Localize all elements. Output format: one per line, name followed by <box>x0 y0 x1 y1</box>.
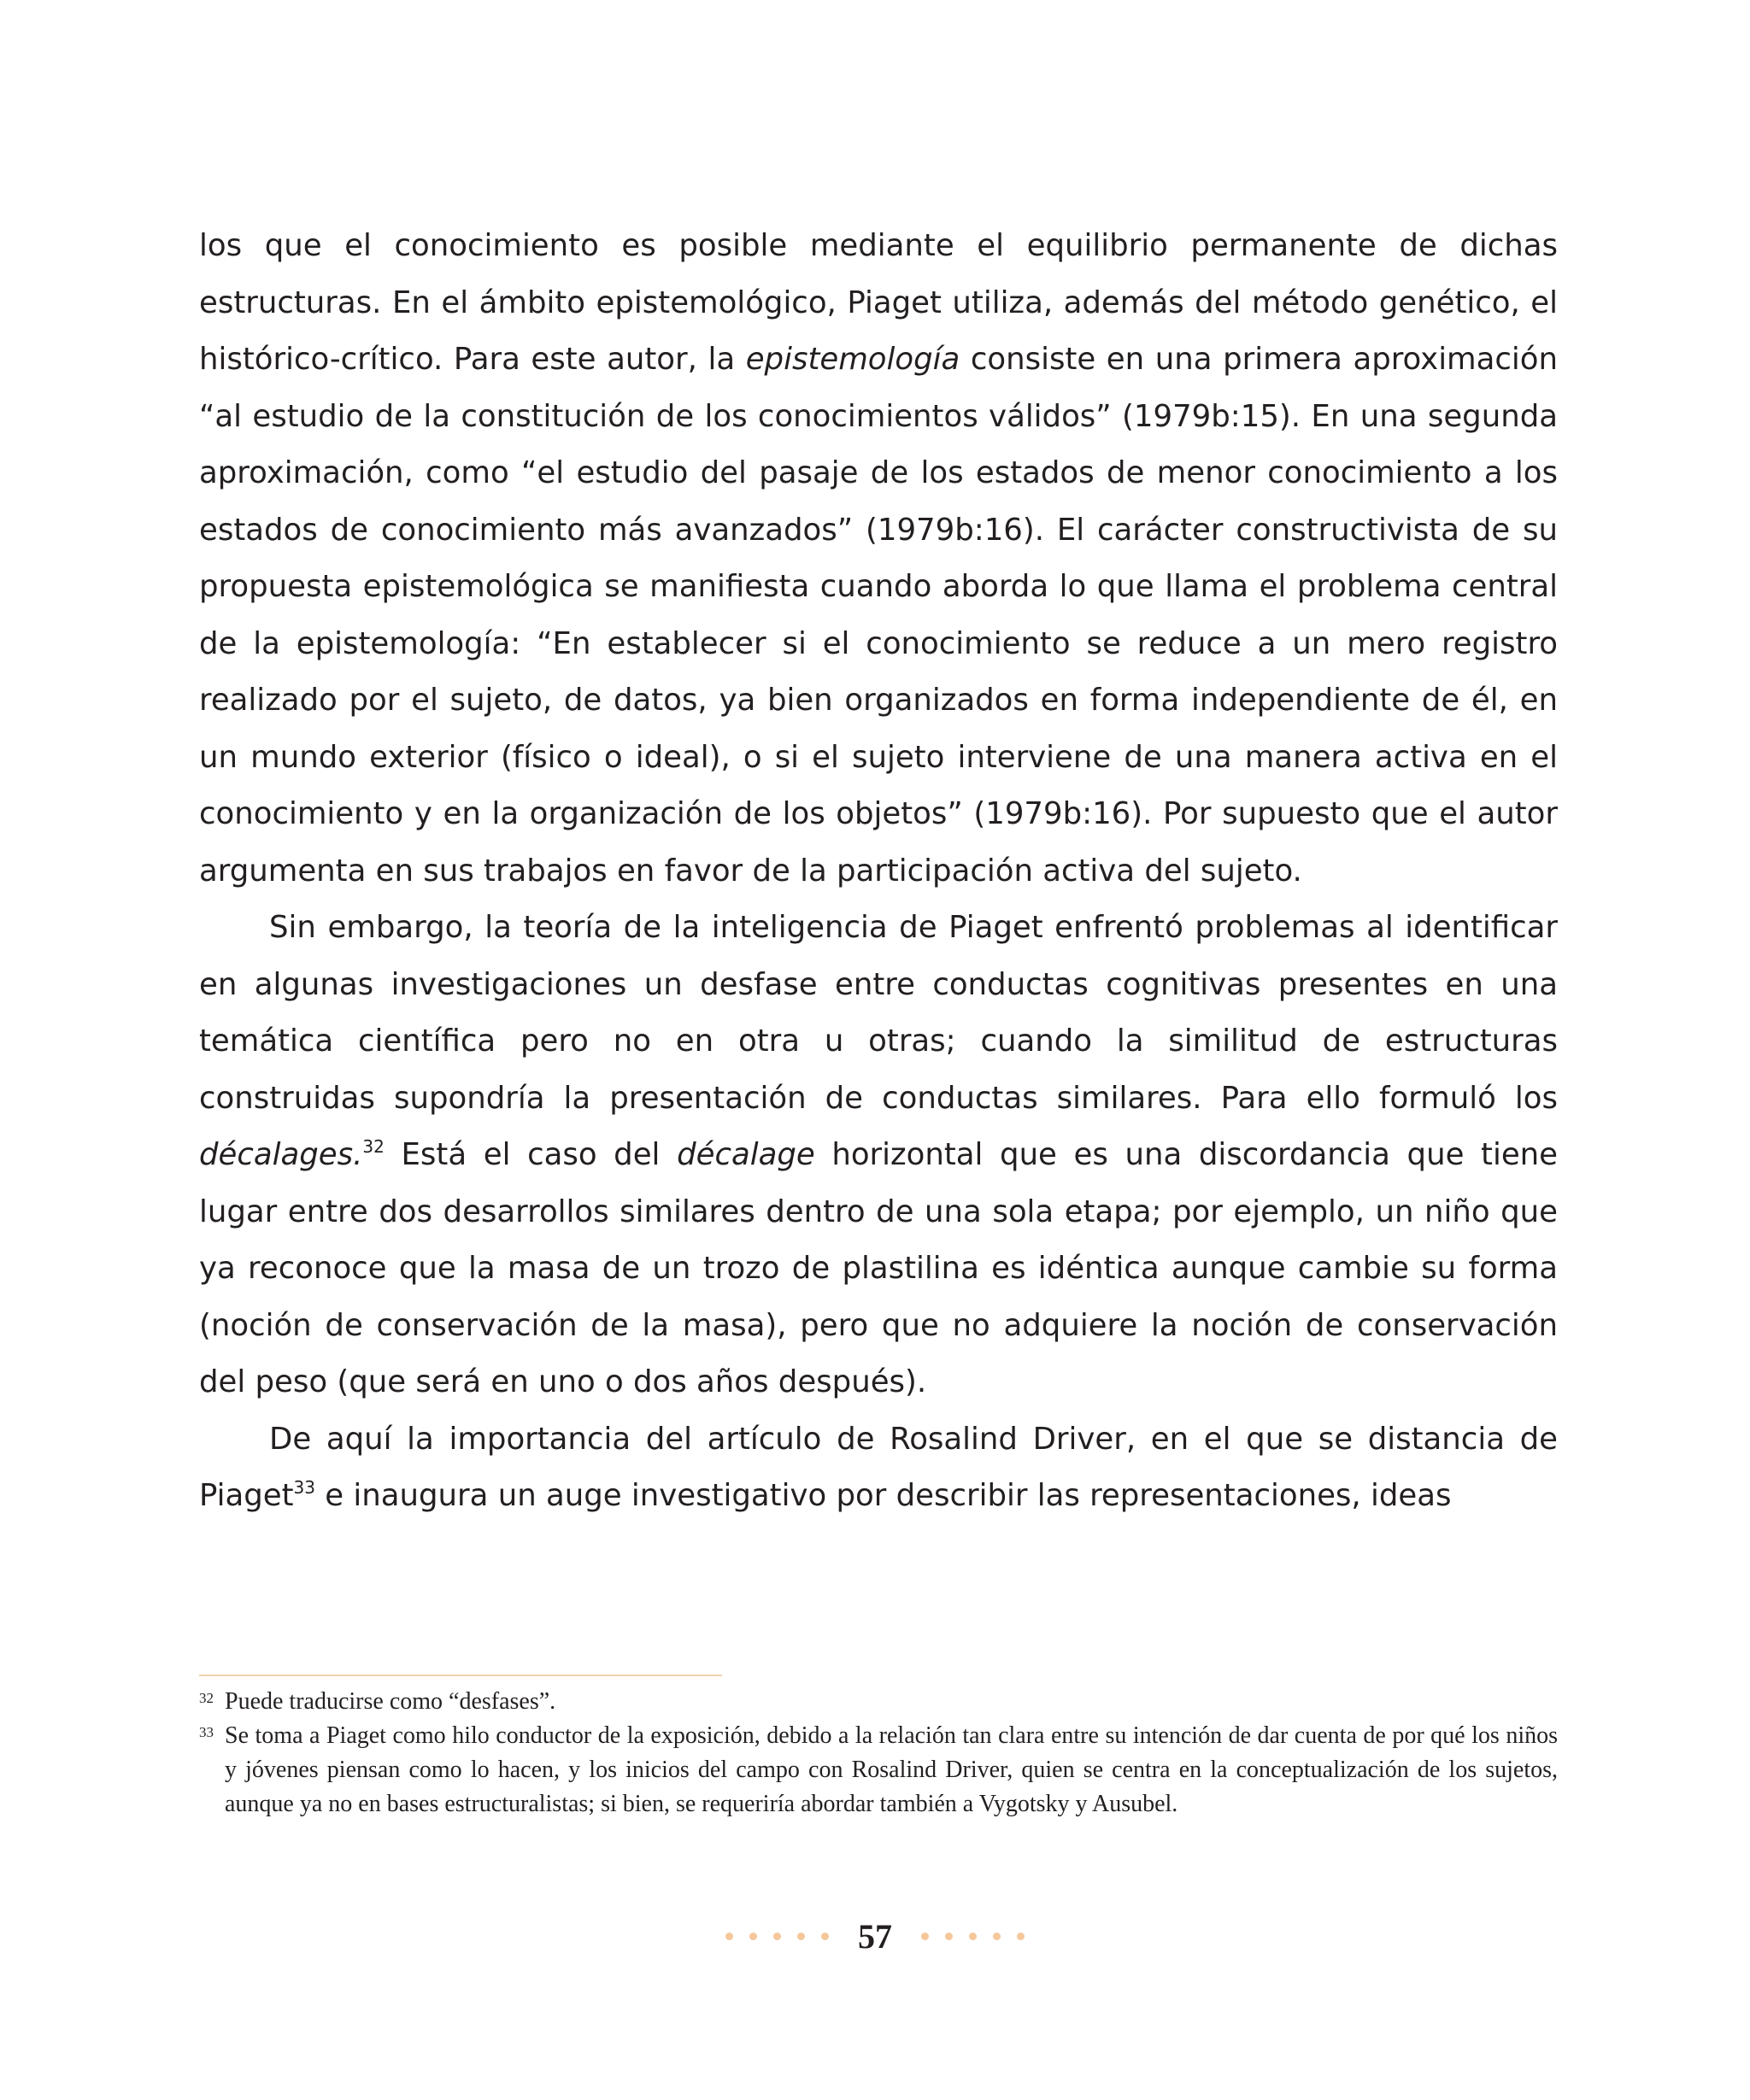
footnotes <box>199 1685 1558 1821</box>
paragraph-2-text-b: Está el caso del <box>384 1137 678 1172</box>
paragraph-3 <box>199 1411 1558 1525</box>
page-number: 57 <box>858 1916 892 1956</box>
paragraph-1 <box>199 218 1558 900</box>
dot-ornament <box>725 1933 733 1940</box>
left-dots-ornament <box>725 1933 829 1940</box>
footnote-ref-32[interactable]: 32 <box>362 1136 385 1157</box>
dot-ornament <box>969 1933 977 1940</box>
paragraph-2 <box>199 900 1558 1411</box>
footnote-ref-33[interactable]: 33 <box>293 1477 315 1498</box>
body-text <box>199 218 1558 1525</box>
dot-ornament <box>921 1933 929 1940</box>
footnote-divider <box>199 1675 722 1676</box>
right-dots-ornament <box>921 1933 1025 1940</box>
dot-ornament <box>773 1933 781 1940</box>
dot-ornament <box>821 1933 829 1940</box>
paragraph-2-text-a: Sin embargo, la teoría de la inteligencia de Piaget enfrentó problemas al identificar en algunas investigaciones un desfase entre conductas cognitivas presentes en una temática científica pero no en otra u otras; cuando la similitud de estructuras construidas supondría la presentación de conductas similares. Para ello formuló los <box>199 910 1558 1116</box>
paragraph-1-text-a: los que el conocimiento es posible mediante el equilibrio permanente de dichas estructuras. En el ámbito epistemológico, Piaget utiliza, además del método genético, el histórico-crítico. Para este autor, la <box>199 228 1558 377</box>
paragraph-2-text-c: horizontal que es una discordancia que tiene lugar entre dos desarrollos similares dentro de una sola etapa; por ejemplo, un niño que ya reconoce que la masa de un trozo de plastilina es idéntica aunque cambie su forma (noción de conservación de la masa), pero que no adquiere la noción de conservación del peso (que será en uno o dos años después). <box>199 1137 1559 1399</box>
footnote-text: Puede traducirse como “desfases”. <box>225 1688 556 1715</box>
footnote-32 <box>199 1685 1558 1719</box>
paragraph-3-text-a: De aquí la importancia del artículo de Rosalind Driver, en el que se distancia de Piaget <box>199 1421 1558 1513</box>
paragraph-1-italic: epistemología <box>745 342 960 377</box>
dot-ornament <box>993 1933 1001 1940</box>
paragraph-1-text-b: consiste en una primera aproximación “al estudio de la constitución de los conocimientos válidos” (1979b:15). En una segunda aproximación, como “el estudio del pasaje de los estados de menor conocimiento a los estados de conocimiento más avanzados” (1979b:16). El carácter constructivista de su propuesta epistemológica se manifiesta cuando aborda lo que llama el problema central de la epistemología: “En establecer si el conocimiento se reduce a un mero registro realizado por el sujeto, de datos, ya bien organizados en forma independiente de él, en un mundo exterior (físico o ideal), o si el sujeto interviene de una manera activa en el conocimiento y en la organización de los objetos” (1979b:16). Por supuesto que el autor argumenta en sus trabajos en favor de la participación activa del sujeto. <box>199 342 1558 889</box>
footnote-33 <box>199 1719 1558 1821</box>
dot-ornament <box>797 1933 805 1940</box>
paragraph-2-italic-1: décalages. <box>199 1137 363 1172</box>
dot-ornament <box>1017 1933 1025 1940</box>
footnote-mark: 32 <box>199 1690 214 1706</box>
page-footer <box>0 1910 1750 1962</box>
paragraph-2-italic-2: décalage <box>677 1137 815 1172</box>
dot-ornament <box>749 1933 757 1940</box>
footnote-text: Se toma a Piaget como hilo conductor de la exposición, debido a la relación tan clara entre su intención de dar cuenta de por qué los niños y jóvenes piensan como lo hacen, y los inicios del campo con Rosalind Driver, quien se centra en la conceptualización de los sujetos, aunque ya no en bases estructuralistas; si bien, se requeriría abordar también a Vygotsky y Ausubel. <box>225 1722 1558 1817</box>
dot-ornament <box>945 1933 953 1940</box>
footnote-mark: 33 <box>199 1724 214 1740</box>
paragraph-3-text-b: e inaugura un auge investigativo por describir las representaciones, ideas <box>315 1478 1452 1513</box>
